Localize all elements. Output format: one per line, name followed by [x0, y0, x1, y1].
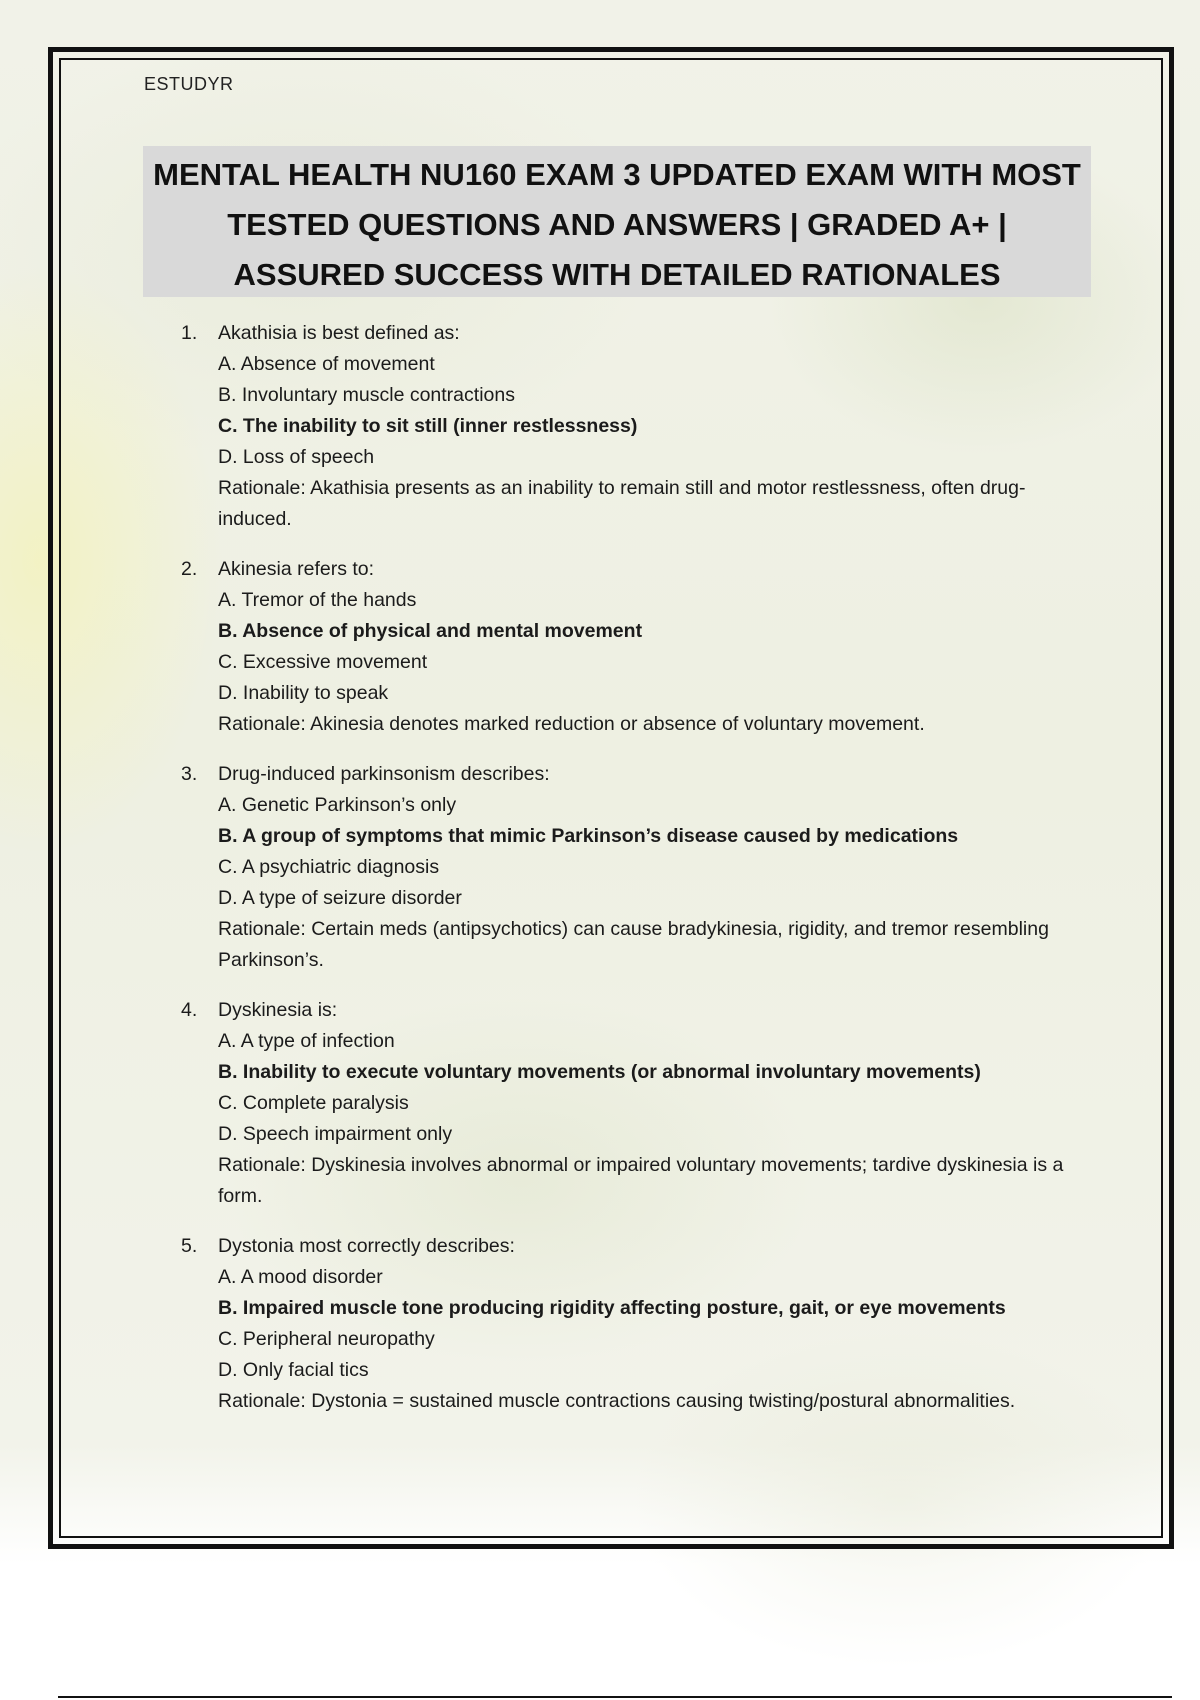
option-d: D. Loss of speech [218, 446, 375, 468]
option-b-correct: B. A group of symptoms that mimic Parkinson’s disease caused by medications [218, 825, 959, 847]
document-title: MENTAL HEALTH NU160 EXAM 3 UPDATED EXAM WITH MOST TESTED QUESTIONS AND ANSWERS | GRADED A+ | ASSURED SUCCESS WITH DETAILED RATIONALES [153, 157, 1081, 292]
rationale-text: Rationale: Dyskinesia involves abnormal or impaired voluntary movements; tardive dyskinesia is a form. [218, 1154, 1064, 1207]
option-a: A. Absence of movement [218, 353, 435, 375]
question-number: 5. [181, 1235, 198, 1257]
question-item-5 [178, 1231, 1098, 1417]
option-a: A. Genetic Parkinson’s only [218, 794, 457, 816]
rationale-text: Rationale: Dystonia = sustained muscle contractions causing twisting/postural abnormalities. [218, 1390, 1016, 1412]
question-number: 1. [181, 322, 198, 344]
question-text: Akathisia is best defined as: [218, 322, 460, 344]
option-d: D. A type of seizure disorder [218, 887, 462, 909]
question-item-2 [178, 554, 1098, 740]
rationale-text: Rationale: Akinesia denotes marked reduction or absence of voluntary movement. [218, 713, 925, 735]
option-c: C. Complete paralysis [218, 1092, 409, 1114]
option-a: A. A type of infection [218, 1030, 395, 1052]
question-number: 2. [181, 558, 198, 580]
title-banner [143, 146, 1091, 297]
option-b-correct: B. Absence of physical and mental movement [218, 620, 643, 642]
question-text: Dystonia most correctly describes: [218, 1235, 515, 1257]
option-d: D. Speech impairment only [218, 1123, 453, 1145]
option-c: C. Excessive movement [218, 651, 428, 673]
question-number: 4. [181, 999, 198, 1021]
question-list [178, 318, 1098, 1436]
option-a: A. Tremor of the hands [218, 589, 417, 611]
option-b-correct: B. Inability to execute voluntary movements (or abnormal involuntary movements) [218, 1061, 981, 1083]
question-text: Drug-induced parkinsonism describes: [218, 763, 550, 785]
option-a: A. A mood disorder [218, 1266, 383, 1288]
footer-divider [58, 1696, 1172, 1698]
question-item-4 [178, 995, 1098, 1212]
option-c: C. Peripheral neuropathy [218, 1328, 435, 1350]
option-b-correct: B. Impaired muscle tone producing rigidity affecting posture, gait, or eye movements [218, 1297, 1006, 1319]
option-d: D. Only facial tics [218, 1359, 369, 1381]
option-b: B. Involuntary muscle contractions [218, 384, 515, 406]
question-item-1 [178, 318, 1098, 535]
question-number: 3. [181, 763, 198, 785]
brand-label: ESTUDYR [144, 74, 234, 94]
rationale-text: Rationale: Akathisia presents as an inability to remain still and motor restlessness, often drug-induced. [218, 477, 1026, 530]
option-d: D. Inability to speak [218, 682, 389, 704]
question-text: Akinesia refers to: [218, 558, 375, 580]
rationale-text: Rationale: Certain meds (antipsychotics) can cause bradykinesia, rigidity, and tremor resembling Parkinson’s. [218, 918, 1049, 971]
option-c-correct: C. The inability to sit still (inner restlessness) [218, 415, 638, 437]
question-item-3 [178, 759, 1098, 976]
option-c: C. A psychiatric diagnosis [218, 856, 440, 878]
question-text: Dyskinesia is: [218, 999, 338, 1021]
